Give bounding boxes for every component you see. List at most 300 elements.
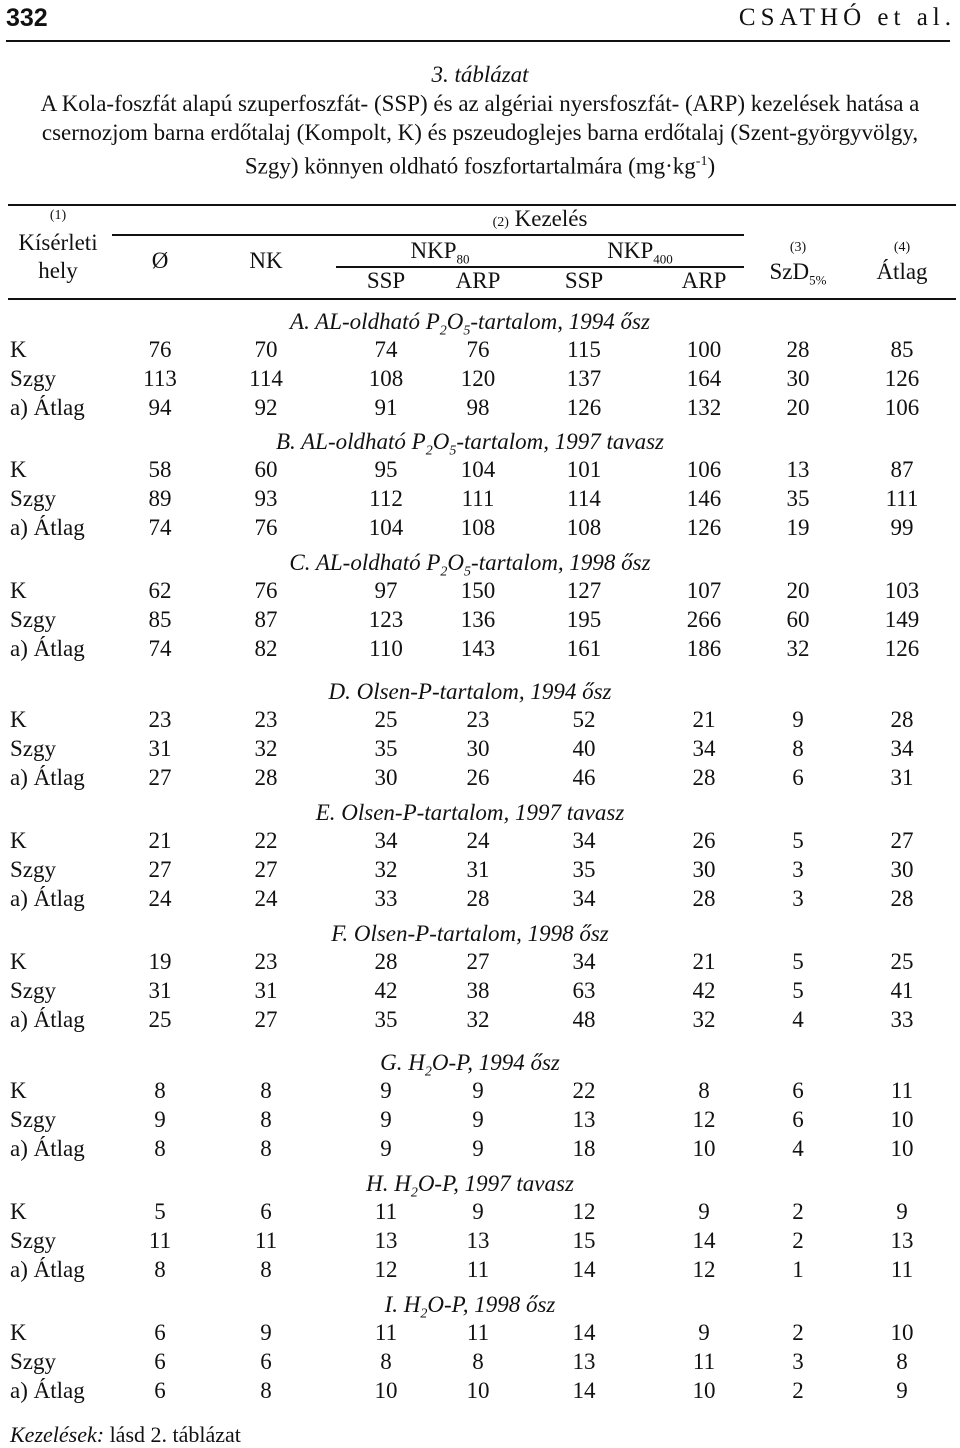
section-title-text: O-P, 1997 tavasz	[417, 1171, 574, 1196]
table-title	[40, 89, 920, 181]
header-kezeles	[336, 206, 744, 236]
table-cell: 76	[254, 578, 278, 603]
table-cell: 114	[567, 486, 601, 511]
table-cell: 28	[890, 886, 914, 911]
table-cell: 13	[572, 1349, 596, 1374]
header-szd-text: SzD	[769, 259, 810, 284]
table-cell: 127	[566, 578, 602, 603]
table-cell: 21	[692, 707, 716, 732]
section-title-subscript: 2	[440, 564, 448, 580]
table-cell: 27	[466, 949, 490, 974]
table-cell: 8	[380, 1349, 392, 1374]
table-cell: 25	[374, 707, 398, 732]
table-cell: 35	[374, 736, 398, 761]
table-cell: 10	[890, 1320, 914, 1345]
section-title-text: -tartalom, 1997 tavasz	[456, 429, 664, 454]
page-number: 332	[6, 4, 48, 32]
table-cell: 76	[254, 515, 278, 540]
table-cell: 23	[466, 707, 490, 732]
table-cell: 28	[786, 337, 810, 362]
section-title-text: G. H	[380, 1050, 425, 1075]
header-szd-number: (3)	[789, 240, 807, 255]
table-cell: 14	[572, 1378, 596, 1403]
table-cell: 42	[692, 978, 716, 1003]
table-row	[0, 1077, 960, 1105]
table-cell: 21	[148, 828, 172, 853]
row-label: a) Átlag	[10, 1378, 85, 1403]
header-bottom-rule	[8, 298, 956, 300]
table-cell: 137	[566, 366, 602, 391]
row-label: Szgy	[10, 366, 56, 391]
header-kezeles-label: Kezelés	[514, 206, 588, 231]
header-szd	[748, 259, 848, 294]
table-cell: 103	[884, 578, 920, 603]
table-cell: 11	[466, 1257, 490, 1282]
table-cell: 5	[792, 978, 804, 1003]
table-cell: 8	[260, 1136, 272, 1161]
table-cell: 10	[692, 1136, 716, 1161]
header-nk: NK	[249, 248, 283, 273]
table-row	[0, 394, 960, 422]
row-label: a) Átlag	[10, 886, 85, 911]
table-cell: 28	[692, 765, 716, 790]
table-title-text: A Kola-foszfát alapú szuperfoszfát- (SSP) és az algériai nyersfoszfát- (ARP) kezelések hatása a csernozjom barna erdőtalaj (Kompolt, K) és pszeudoglejes barna erdőtalaj (Szent-györgyvölgy, Szgy) könnyen oldható foszfortartalmára (mg·kg	[40, 91, 920, 179]
table-cell: 3	[792, 886, 804, 911]
table-cell: 35	[374, 1007, 398, 1032]
section-title-text: -tartalom, 1998 ősz	[471, 550, 651, 575]
header-nkp400-text: NKP	[607, 238, 654, 263]
table-cell: 34	[692, 736, 716, 761]
table-cell: 20	[786, 395, 810, 420]
section-title-text: H. H	[366, 1171, 411, 1196]
section-title-subscript: 2	[410, 1185, 418, 1201]
table-cell: 23	[148, 707, 172, 732]
section-title-text: A. AL-oldható P	[290, 309, 440, 334]
table-cell: 112	[369, 486, 403, 511]
table-cell: 60	[786, 607, 810, 632]
table-cell: 27	[148, 765, 172, 790]
table-cell: 11	[466, 1320, 490, 1345]
table-cell: 6	[792, 765, 804, 790]
table-cell: 63	[572, 978, 596, 1003]
footnote	[10, 1422, 241, 1448]
table-cell: 150	[460, 578, 496, 603]
table-cell: 12	[692, 1257, 716, 1282]
header-kezeles-number: (2)	[492, 215, 509, 230]
table-row	[0, 1319, 960, 1347]
table-cell: 8	[472, 1349, 484, 1374]
table-cell: 31	[148, 736, 172, 761]
table-cell: 195	[566, 607, 602, 632]
header-nkp80-arp: ARP	[455, 268, 501, 293]
table-row	[0, 1006, 960, 1034]
table-cell: 123	[368, 607, 404, 632]
table-cell: 9	[698, 1199, 710, 1224]
table-cell: 9	[472, 1199, 484, 1224]
row-label: K	[10, 707, 27, 732]
table-row	[0, 827, 960, 855]
table-cell: 27	[148, 857, 172, 882]
table-cell: 104	[368, 515, 404, 540]
row-label: Szgy	[10, 978, 56, 1003]
table-cell: 9	[154, 1107, 166, 1132]
table-cell: 19	[786, 515, 810, 540]
table-cell: 32	[786, 636, 810, 661]
table-cell: 24	[466, 828, 490, 853]
row-label: a) Átlag	[10, 636, 85, 661]
table-cell: 136	[460, 607, 496, 632]
section-title-subscript: 2	[439, 323, 447, 339]
table-cell: 62	[148, 578, 172, 603]
table-row	[0, 1135, 960, 1163]
table-cell: 28	[374, 949, 398, 974]
table-cell: 14	[692, 1228, 716, 1253]
table-cell: 76	[466, 337, 490, 362]
table-cell: 32	[692, 1007, 716, 1032]
table-cell: 27	[890, 828, 914, 853]
table-cell: 31	[466, 857, 490, 882]
table-row	[0, 336, 960, 364]
table-cell: 33	[890, 1007, 914, 1032]
table-cell: 32	[374, 857, 398, 882]
table-cell: 101	[566, 457, 602, 482]
table-cell: 27	[254, 1007, 278, 1032]
row-label: Szgy	[10, 1107, 56, 1132]
row-label: K	[10, 337, 27, 362]
section-title-text: O	[432, 429, 450, 454]
table-cell: 6	[792, 1078, 804, 1103]
section-title-text: F. Olsen-P-tartalom, 1998 ősz	[331, 921, 609, 946]
table-title-superscript: -1	[695, 154, 708, 169]
table-cell: 35	[572, 857, 596, 882]
table-cell: 6	[154, 1349, 166, 1374]
section-title-text: D. Olsen-P-tartalom, 1994 ősz	[328, 679, 612, 704]
table-cell: 74	[374, 337, 398, 362]
table-cell: 34	[572, 828, 596, 853]
table-cell: 9	[896, 1199, 908, 1224]
table-cell: 14	[572, 1257, 596, 1282]
table-cell: 28	[692, 886, 716, 911]
table-cell: 30	[466, 736, 490, 761]
table-cell: 2	[792, 1228, 804, 1253]
table-cell: 8	[260, 1257, 272, 1282]
table-row	[0, 977, 960, 1005]
table-cell: 6	[792, 1107, 804, 1132]
table-cell: 10	[466, 1378, 490, 1403]
table-cell: 9	[260, 1320, 272, 1345]
table-cell: 132	[686, 395, 722, 420]
row-label: a) Átlag	[10, 395, 85, 420]
table-cell: 13	[572, 1107, 596, 1132]
table-cell: 42	[374, 978, 398, 1003]
table-cell: 8	[154, 1078, 166, 1103]
table-cell: 82	[254, 636, 278, 661]
section-title-subscript: 5	[464, 564, 472, 580]
row-label: Szgy	[10, 736, 56, 761]
table-cell: 120	[460, 366, 496, 391]
table-cell: 2	[792, 1199, 804, 1224]
header-szd-sub: 5%	[809, 272, 827, 288]
table-cell: 22	[254, 828, 278, 853]
table-cell: 2	[792, 1378, 804, 1403]
table-row	[0, 485, 960, 513]
table-cell: 6	[154, 1378, 166, 1403]
row-label: K	[10, 1320, 27, 1345]
table-cell: 6	[260, 1349, 272, 1374]
header-nkp400-ssp: SSP	[564, 268, 604, 293]
table-cell: 24	[254, 886, 278, 911]
table-cell: 31	[890, 765, 914, 790]
table-cell: 38	[466, 978, 490, 1003]
table-cell: 126	[566, 395, 602, 420]
row-label: a) Átlag	[10, 515, 85, 540]
table-cell: 108	[368, 366, 404, 391]
table-cell: 34	[890, 736, 914, 761]
table-row	[0, 1198, 960, 1226]
header-mean: Átlag	[876, 259, 928, 284]
table-row	[0, 635, 960, 663]
table-cell: 146	[686, 486, 722, 511]
table-cell: 149	[884, 607, 920, 632]
section-title-text: C. AL-oldható P	[289, 550, 441, 575]
table-cell: 97	[374, 578, 398, 603]
table-row	[0, 365, 960, 393]
table-cell: 14	[572, 1320, 596, 1345]
section-title-text: B. AL-oldható P	[276, 429, 426, 454]
table-cell: 87	[890, 457, 914, 482]
table-cell: 9	[472, 1136, 484, 1161]
section-title-subscript: 2	[420, 1306, 428, 1322]
table-cell: 28	[890, 707, 914, 732]
header-col1-number: (1)	[49, 208, 67, 223]
table-row	[0, 1377, 960, 1405]
table-row	[0, 514, 960, 542]
table-cell: 9	[380, 1107, 392, 1132]
row-label: K	[10, 1199, 27, 1224]
table-cell: 11	[254, 1228, 278, 1253]
table-cell: 95	[374, 457, 398, 482]
table-row	[0, 706, 960, 734]
table-cell: 11	[890, 1078, 914, 1103]
table-cell: 8	[154, 1257, 166, 1282]
table-cell: 28	[254, 765, 278, 790]
table-cell: 8	[260, 1078, 272, 1103]
table-cell: 76	[148, 337, 172, 362]
table-cell: 99	[890, 515, 914, 540]
row-label: Szgy	[10, 1349, 56, 1374]
table-cell: 106	[884, 395, 920, 420]
header-col1-line2: hely	[38, 258, 78, 283]
table-cell: 30	[692, 857, 716, 882]
table-cell: 107	[686, 578, 722, 603]
table-caption	[40, 60, 920, 181]
table-cell: 10	[890, 1136, 914, 1161]
table-number: 3. táblázat	[431, 62, 529, 87]
table-cell: 31	[148, 978, 172, 1003]
table-cell: 11	[890, 1257, 914, 1282]
table-row	[0, 456, 960, 484]
table-cell: 30	[890, 857, 914, 882]
row-label: K	[10, 457, 27, 482]
table-cell: 9	[896, 1378, 908, 1403]
table-cell: 143	[460, 636, 496, 661]
header-col1-line1: Kísérleti	[18, 230, 98, 255]
table-cell: 26	[466, 765, 490, 790]
table-cell: 9	[380, 1136, 392, 1161]
table-row	[0, 1227, 960, 1255]
table-title-close: )	[707, 153, 716, 179]
table-cell: 115	[567, 337, 601, 362]
header-nkp400-arp: ARP	[681, 268, 727, 293]
table-cell: 111	[461, 486, 495, 511]
table-cell: 126	[686, 515, 722, 540]
table-cell: 126	[884, 366, 920, 391]
footnote-text: lásd 2. táblázat	[109, 1422, 241, 1447]
table-cell: 31	[254, 978, 278, 1003]
table-row	[0, 1256, 960, 1284]
table-cell: 12	[572, 1199, 596, 1224]
table-cell: 30	[374, 765, 398, 790]
header-nkp400-sub: 400	[653, 251, 673, 267]
table-cell: 4	[792, 1007, 804, 1032]
table-cell: 100	[686, 337, 722, 362]
table-cell: 94	[148, 395, 172, 420]
table-cell: 9	[472, 1078, 484, 1103]
table-cell: 70	[254, 337, 278, 362]
table-cell: 126	[884, 636, 920, 661]
table-cell: 8	[260, 1107, 272, 1132]
table-cell: 74	[148, 636, 172, 661]
table-cell: 12	[692, 1107, 716, 1132]
table-cell: 32	[254, 736, 278, 761]
table-row	[0, 764, 960, 792]
table-cell: 6	[260, 1199, 272, 1224]
header-nkp80-sub: 80	[456, 251, 470, 267]
table-row	[0, 606, 960, 634]
table-row	[0, 1348, 960, 1376]
table-cell: 164	[686, 366, 722, 391]
table-cell: 5	[792, 949, 804, 974]
table-cell: 25	[148, 1007, 172, 1032]
table-cell: 6	[154, 1320, 166, 1345]
section-title-text: O-P, 1994 ősz	[431, 1050, 560, 1075]
table-row	[0, 948, 960, 976]
table-cell: 85	[148, 607, 172, 632]
table-cell: 9	[698, 1320, 710, 1345]
header-nkp80-text: NKP	[410, 238, 457, 263]
table-cell: 33	[374, 886, 398, 911]
table-cell: 20	[786, 578, 810, 603]
table-cell: 186	[686, 636, 722, 661]
table-cell: 60	[254, 457, 278, 482]
table-cell: 34	[374, 828, 398, 853]
section-title-subscript: 2	[425, 443, 433, 459]
section-title-text: I. H	[384, 1292, 421, 1317]
table-cell: 35	[786, 486, 810, 511]
table-cell: 8	[260, 1378, 272, 1403]
table-cell: 28	[466, 886, 490, 911]
table-cell: 13	[374, 1228, 398, 1253]
table-cell: 11	[374, 1199, 398, 1224]
row-label: K	[10, 828, 27, 853]
table-cell: 98	[466, 395, 490, 420]
table-row	[0, 885, 960, 913]
table-cell: 13	[890, 1228, 914, 1253]
row-label: a) Átlag	[10, 1007, 85, 1032]
table-cell: 15	[572, 1228, 596, 1253]
table-row	[0, 577, 960, 605]
table-cell: 34	[572, 886, 596, 911]
table-cell: 74	[148, 515, 172, 540]
table-cell: 4	[792, 1136, 804, 1161]
row-label: a) Átlag	[10, 1136, 85, 1161]
row-label: a) Átlag	[10, 1257, 85, 1282]
table-cell: 111	[885, 486, 919, 511]
section-title-subscript: 5	[463, 323, 471, 339]
header-nkp80-ssp: SSP	[366, 268, 406, 293]
table-cell: 24	[148, 886, 172, 911]
table-cell: 10	[692, 1378, 716, 1403]
table-cell: 108	[460, 515, 496, 540]
table-cell: 8	[792, 736, 804, 761]
table-cell: 23	[254, 707, 278, 732]
table-cell: 266	[686, 607, 722, 632]
table-cell: 41	[890, 978, 914, 1003]
table-cell: 3	[792, 857, 804, 882]
table-cell: 12	[374, 1257, 398, 1282]
table-cell: 34	[572, 949, 596, 974]
table-cell: 10	[890, 1107, 914, 1132]
table-cell: 89	[148, 486, 172, 511]
table-cell: 5	[154, 1199, 166, 1224]
section-title-subscript: 2	[424, 1064, 432, 1080]
table-cell: 52	[572, 707, 596, 732]
header-control: Ø	[151, 248, 169, 273]
table-cell: 48	[572, 1007, 596, 1032]
section-title-text: E. Olsen-P-tartalom, 1997 tavasz	[315, 800, 625, 825]
table-cell: 11	[692, 1349, 716, 1374]
table-cell: 27	[254, 857, 278, 882]
table-cell: 11	[374, 1320, 398, 1345]
table-cell: 3	[792, 1349, 804, 1374]
table-cell: 30	[786, 366, 810, 391]
table-cell: 93	[254, 486, 278, 511]
table-cell: 13	[786, 457, 810, 482]
table-cell: 110	[369, 636, 403, 661]
row-label: K	[10, 578, 27, 603]
row-label: Szgy	[10, 857, 56, 882]
table-cell: 58	[148, 457, 172, 482]
table-cell: 11	[148, 1228, 172, 1253]
table-cell: 46	[572, 765, 596, 790]
table-cell: 22	[572, 1078, 596, 1103]
section-title-subscript: 5	[449, 443, 457, 459]
table-cell: 25	[890, 949, 914, 974]
table-cell: 9	[380, 1078, 392, 1103]
table-cell: 106	[686, 457, 722, 482]
table-cell: 5	[792, 828, 804, 853]
table-cell: 91	[374, 395, 398, 420]
footnote-label: Kezelések:	[10, 1422, 105, 1447]
table-cell: 9	[792, 707, 804, 732]
section-title-text: O	[447, 550, 465, 575]
table-cell: 18	[572, 1136, 596, 1161]
table-cell: 87	[254, 607, 278, 632]
row-label: Szgy	[10, 1228, 56, 1253]
table-cell: 13	[466, 1228, 490, 1253]
table-cell: 92	[254, 395, 278, 420]
table-cell: 85	[890, 337, 914, 362]
